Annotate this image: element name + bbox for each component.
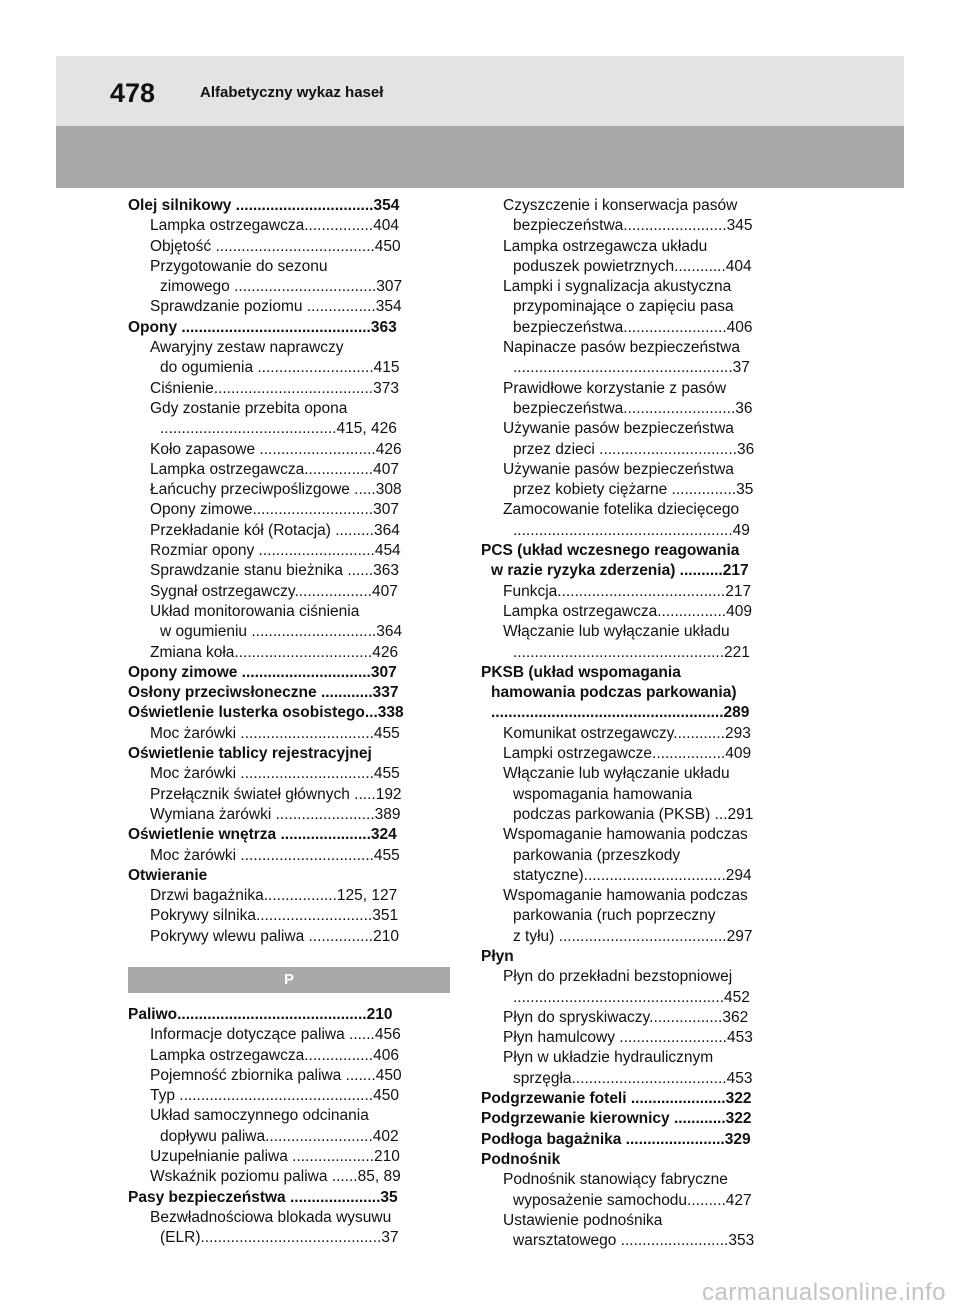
index-line: Uzupełnianie paliwa ...................210 <box>150 1148 400 1166</box>
index-line: Płyn do spryskiwaczy.................362 <box>503 1008 749 1026</box>
index-line: parkowania (przeszkody <box>513 846 681 864</box>
index-line: Podłoga bagażnika .......................329 <box>481 1130 751 1148</box>
page-title: Alfabetyczny wykaz haseł <box>200 84 384 101</box>
index-line: Awaryjny zestaw naprawczy <box>150 339 344 357</box>
index-subentry <box>481 500 803 541</box>
index-line: warsztatowego .........................353 <box>513 1232 755 1250</box>
index-subentry <box>481 622 803 663</box>
index-line: Płyn <box>481 947 514 965</box>
index-line: Oświetlenie tablicy rejestracyjnej <box>128 745 372 763</box>
index-line: Lampka ostrzegawcza................409 <box>503 602 752 620</box>
index-subentry <box>481 744 803 764</box>
index-line: Wskaźnik poziomu paliwa ......85, 89 <box>150 1168 401 1186</box>
index-line: Zamocowanie fotelika dziecięcego <box>503 501 740 519</box>
index-line: wyposażenie samochodu.........427 <box>513 1191 752 1209</box>
index-line: Paliwo............................................210 <box>128 1005 393 1023</box>
index-heading <box>128 318 450 338</box>
index-line: Wymiana żarówki .......................389 <box>150 805 401 823</box>
index-line: Włączanie lub wyłączanie układu <box>503 765 730 783</box>
index-subentry <box>481 1170 803 1211</box>
index-line: Sprawdzanie stanu bieżnika ......363 <box>150 562 400 580</box>
index-line: Podnośnik stanowiący fabryczne <box>503 1171 728 1189</box>
index-subentry <box>128 541 450 561</box>
index-subentry <box>481 338 803 379</box>
index-subentry <box>128 643 450 663</box>
index-line: Lampki ostrzegawcze.................409 <box>503 745 752 763</box>
index-line: do ogumienia ...........................415 <box>160 359 400 377</box>
index-line: Napinacze pasów bezpieczeństwa <box>503 339 740 357</box>
index-subentry <box>481 602 803 622</box>
index-line: przez kobiety ciężarne ...............35 <box>513 481 754 499</box>
index-subentry <box>128 561 450 581</box>
index-subentry <box>128 440 450 460</box>
index-line: .........................................415, 426 <box>160 420 397 438</box>
index-subentry <box>481 1008 803 1028</box>
index-subentry <box>481 764 803 825</box>
index-heading <box>128 663 450 683</box>
index-line: zimowego .................................307 <box>160 278 403 296</box>
index-line: Sprawdzanie poziomu ................354 <box>150 298 402 316</box>
index-subentry <box>128 521 450 541</box>
index-line: Wspomaganie hamowania podczas <box>503 887 748 905</box>
index-subentry <box>128 379 450 399</box>
index-line: Objętość .....................................450 <box>150 237 401 255</box>
index-line: statyczne).................................294 <box>513 866 752 884</box>
index-subentry <box>128 846 450 866</box>
index-subentry <box>481 724 803 744</box>
index-line: hamowania podczas parkowania) <box>491 684 737 702</box>
index-line: Układ monitorowania ciśnienia <box>150 602 360 620</box>
index-line: Przygotowanie do sezonu <box>150 257 328 275</box>
index-subentry <box>128 602 450 643</box>
index-subentry <box>128 1046 450 1066</box>
index-line: Używanie pasów bezpieczeństwa <box>503 420 734 438</box>
index-line: Opony zimowe............................307 <box>150 501 399 519</box>
index-line: poduszek powietrznych............404 <box>513 257 752 275</box>
index-subentry <box>481 1028 803 1048</box>
index-line: Rozmiar opony ...........................454 <box>150 542 401 560</box>
index-subentry <box>481 967 803 1008</box>
index-line: Informacje dotyczące paliwa ......456 <box>150 1026 401 1044</box>
index-line: PKSB (układ wspomagania <box>481 663 681 681</box>
index-line: Pasy bezpieczeństwa .....................35 <box>128 1188 398 1206</box>
index-heading <box>128 1005 450 1025</box>
index-line: Lampka ostrzegawcza................404 <box>150 217 399 235</box>
index-subentry <box>481 237 803 278</box>
index-heading <box>481 1150 803 1170</box>
index-line: Płyn hamulcowy .........................453 <box>503 1029 753 1047</box>
index-subentry <box>128 1066 450 1086</box>
index-line: bezpieczeństwa........................406 <box>513 318 753 336</box>
index-subentry <box>481 1211 803 1252</box>
index-line: Typ .............................................450 <box>150 1087 399 1105</box>
index-heading <box>481 1130 803 1150</box>
index-line: Oświetlenie lusterka osobistego...338 <box>128 704 404 722</box>
index-line: Opony ............................................363 <box>128 318 397 336</box>
index-line: bezpieczeństwa........................345 <box>513 217 753 235</box>
index-line: Płyn do przekładni bezstopniowej <box>503 968 733 986</box>
index-heading <box>481 541 803 582</box>
index-subentry <box>128 764 450 784</box>
index-line: Prawidłowe korzystanie z pasów <box>503 379 727 397</box>
index-line: Wspomaganie hamowania podczas <box>503 826 748 844</box>
index-line: Osłony przeciwsłoneczne ............337 <box>128 684 399 702</box>
index-list-p-continued <box>481 196 803 1251</box>
index-subentry <box>128 1086 450 1106</box>
index-heading <box>128 683 450 703</box>
index-line: Łańcuchy przeciwpoślizgowe .....308 <box>150 481 402 499</box>
index-subentry <box>128 724 450 744</box>
index-line: Lampka ostrzegawcza................406 <box>150 1046 399 1064</box>
index-subentry <box>481 825 803 886</box>
index-heading <box>128 196 450 216</box>
index-line: ...................................................49 <box>513 521 750 539</box>
index-line: Lampka ostrzegawcza układu <box>503 237 708 255</box>
index-line: przypominające o zapięciu pasa <box>513 298 734 316</box>
index-line: Podgrzewanie kierownicy ............322 <box>481 1110 752 1128</box>
index-line: z tyłu) .......................................297 <box>513 927 753 945</box>
index-line: parkowania (ruch poprzeczny <box>513 907 716 925</box>
index-subentry <box>128 216 450 236</box>
index-subentry <box>128 257 450 298</box>
index-heading <box>481 1089 803 1109</box>
index-heading <box>128 1188 450 1208</box>
index-line: Używanie pasów bezpieczeństwa <box>503 460 734 478</box>
index-subentry <box>481 277 803 338</box>
index-line: Opony zimowe ..............................307 <box>128 663 397 681</box>
index-line: podczas parkowania (PKSB) ...291 <box>513 805 754 823</box>
index-heading <box>481 663 803 724</box>
index-line: sprzęgła....................................453 <box>513 1069 753 1087</box>
index-subentry <box>128 805 450 825</box>
index-line: Lampki i sygnalizacja akustyczna <box>503 278 732 296</box>
index-subentry <box>128 1208 450 1249</box>
index-subentry <box>128 886 450 906</box>
index-line: Oświetlenie wnętrza .....................324 <box>128 826 397 844</box>
index-line: przez dzieci ................................36 <box>513 440 755 458</box>
index-line: Podnośnik <box>481 1150 561 1168</box>
index-subentry <box>481 1048 803 1089</box>
index-subentry <box>128 237 450 257</box>
index-heading <box>128 744 450 764</box>
index-line: Włączanie lub wyłączanie układu <box>503 623 730 641</box>
index-line: Koło zapasowe ...........................426 <box>150 440 402 458</box>
index-line: Ustawienie podnośnika <box>503 1211 663 1229</box>
index-line: Pojemność zbiornika paliwa .......450 <box>150 1066 402 1084</box>
section-letter-p: P <box>128 967 450 993</box>
index-line: .................................................221 <box>513 643 750 661</box>
index-heading <box>128 703 450 723</box>
index-line: ......................................................289 <box>491 704 750 722</box>
index-line: Bezwładnościowa blokada wysuwu <box>150 1208 392 1226</box>
index-line: Gdy zostanie przebita opona <box>150 399 348 417</box>
index-subentry <box>128 906 450 926</box>
index-line: Pokrywy wlewu paliwa ...............210 <box>150 927 399 945</box>
index-line: Otwieranie <box>128 866 208 884</box>
index-subentry <box>128 500 450 520</box>
index-line: Pokrywy silnika...........................351 <box>150 907 399 925</box>
index-line: Układ samoczynnego odcinania <box>150 1107 369 1125</box>
index-list-p <box>128 1005 450 1249</box>
index-line: Moc żarówki ...............................455 <box>150 724 400 742</box>
index-line: Ciśnienie.....................................373 <box>150 379 399 397</box>
index-subentry <box>128 785 450 805</box>
index-subentry <box>128 399 450 440</box>
index-line: w razie ryzyka zderzenia) ..........217 <box>491 562 749 580</box>
index-line: wspomagania hamowania <box>513 785 693 803</box>
index-subentry <box>481 886 803 947</box>
index-heading <box>128 866 450 886</box>
index-list-o <box>128 196 450 947</box>
index-subentry <box>128 1025 450 1045</box>
index-column-left <box>128 196 450 1249</box>
index-line: dopływu paliwa.........................402 <box>160 1127 399 1145</box>
index-line: Czyszczenie i konserwacja pasów <box>503 197 738 214</box>
index-subentry <box>481 196 803 237</box>
index-line: Moc żarówki ...............................455 <box>150 846 400 864</box>
index-line: Sygnał ostrzegawczy..................407 <box>150 582 398 600</box>
index-line: Lampka ostrzegawcza................407 <box>150 460 399 478</box>
index-line: w ogumieniu .............................364 <box>160 623 403 641</box>
section-band <box>56 126 904 188</box>
index-line: Drzwi bagażnika.................125, 127 <box>150 887 398 905</box>
index-subentry <box>128 460 450 480</box>
index-line: Funkcja.......................................217 <box>503 582 752 600</box>
index-heading <box>481 947 803 967</box>
index-line: Przekładanie kół (Rotacja) .........364 <box>150 521 400 539</box>
page-number: 478 <box>110 78 156 108</box>
index-line: Przełącznik świateł głównych .....192 <box>150 785 402 803</box>
index-subentry <box>128 582 450 602</box>
index-subentry <box>128 1106 450 1147</box>
index-line: Płyn w układzie hydraulicznym <box>503 1049 714 1067</box>
index-line: (ELR)..........................................37 <box>160 1229 399 1247</box>
index-line: bezpieczeństwa..........................36 <box>513 399 753 417</box>
index-subentry <box>128 338 450 379</box>
index-line: .................................................452 <box>513 988 750 1006</box>
index-subentry <box>128 297 450 317</box>
index-line: PCS (układ wczesnego reagowania <box>481 542 740 560</box>
index-line: Olej silnikowy ................................354 <box>128 197 400 214</box>
index-subentry <box>481 582 803 602</box>
header-bar <box>56 56 904 126</box>
index-line: Zmiana koła................................426 <box>150 643 399 661</box>
index-subentry <box>481 460 803 501</box>
index-line: Moc żarówki ...............................455 <box>150 765 400 783</box>
index-line: Komunikat ostrzegawczy............293 <box>503 724 751 742</box>
index-subentry <box>128 480 450 500</box>
watermark: carmanualsonline.info <box>702 1279 946 1306</box>
index-heading <box>481 1109 803 1129</box>
index-subentry <box>481 379 803 420</box>
index-subentry <box>128 1167 450 1187</box>
index-column-right <box>481 196 803 1251</box>
index-subentry <box>481 419 803 460</box>
index-line: Podgrzewanie foteli ......................322 <box>481 1090 752 1108</box>
index-subentry <box>128 927 450 947</box>
index-line: ...................................................37 <box>513 359 750 377</box>
index-subentry <box>128 1147 450 1167</box>
index-heading <box>128 825 450 845</box>
